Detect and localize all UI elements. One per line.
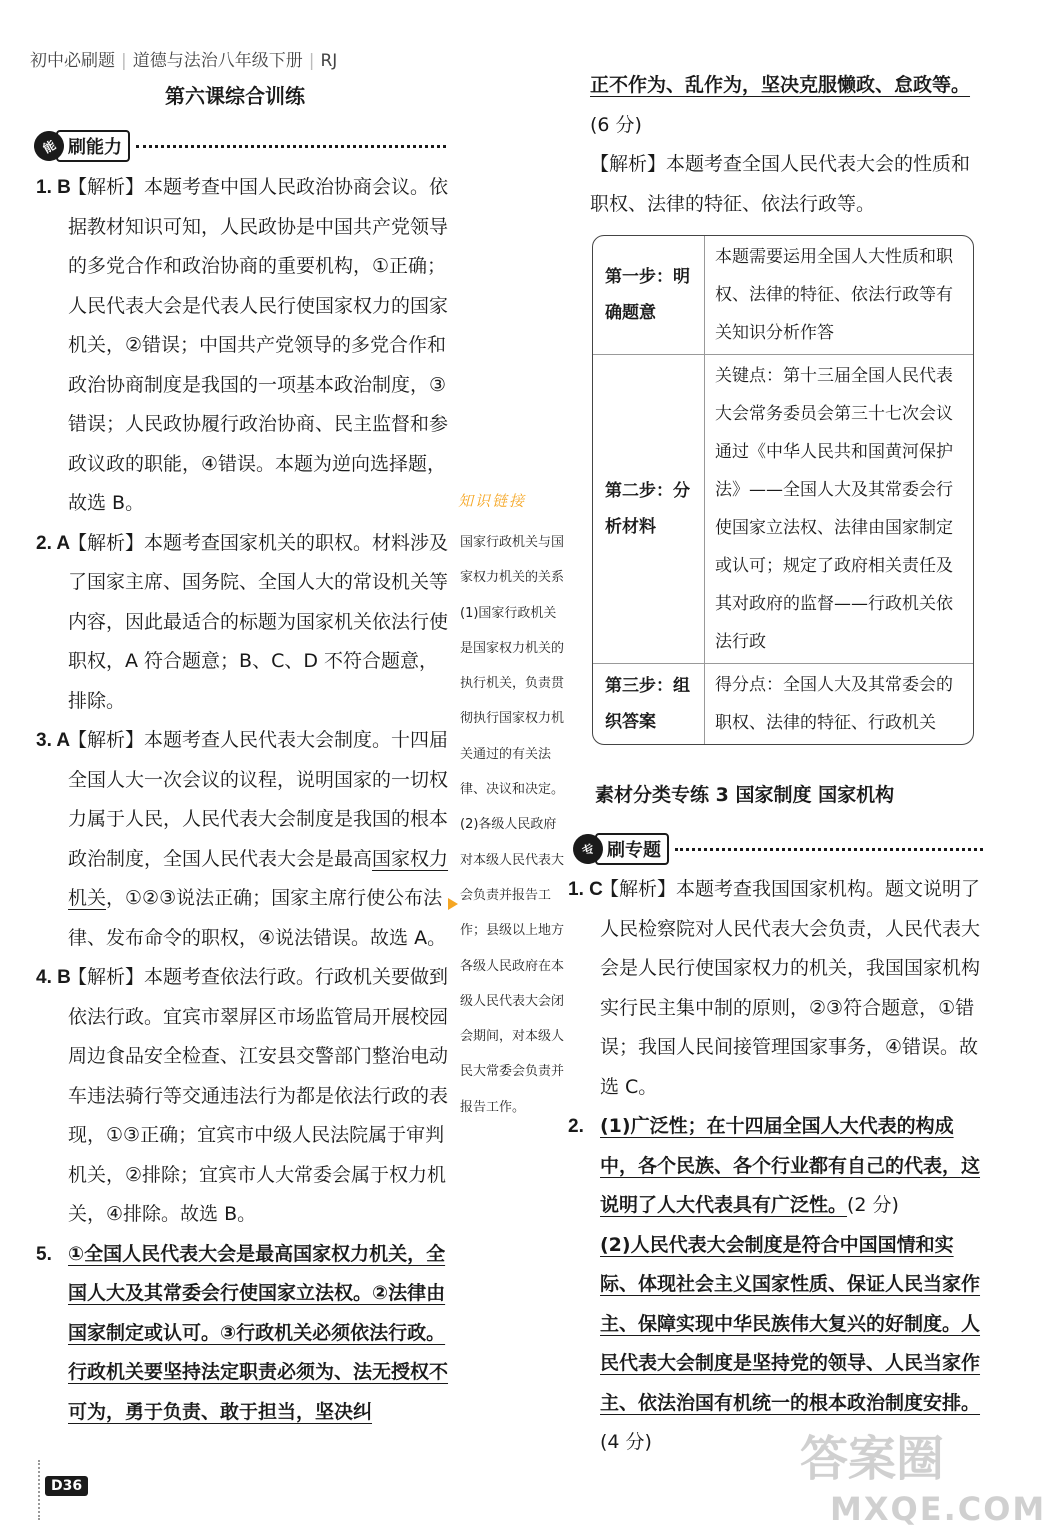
- knowledge-link-title: 知识链接: [458, 492, 527, 510]
- score-label: (2 分): [847, 1194, 899, 1216]
- answer-continuation: 正不作为、乱作为，坚决克服懒政、怠政等。: [590, 74, 971, 96]
- answer-text: 【解析】本题考查中国人民政治协商会议。依据教材知识可知，人民政协是中国共产党领导的多党合作和政治协商的重要机构，①正确；人民代表大会是代表人民行使国家权力的国家机关，②错误；中国共产党领导的多党合作和政治协商制度是我国的一项基本政治制度，③错误；人民政协履行政治协商、民主监督和参政议政的职能，④错误。本题为逆向选择题，故选 B。: [68, 176, 449, 514]
- answer-text: 【解析】本题考查依法行政。行政机关要做到依法行政。宜宾市翠屏区市场监管局开展校园周边食品安全检查、江安县交警部门整治电动车违法骑行等交通违法行为都是依法行政的表现，①③正确；宜宾市中级人民法院属于审判机关，②排除；宜宾市人大常委会属于权力机关，④排除。故选 B。: [68, 966, 449, 1225]
- answer-part-1: (1)广泛性；在十四届全国人大代表的构成中，各个民族、各个行业都有自己的代表，这说明了人大代表具有广泛性。: [600, 1115, 981, 1216]
- answer-number: 1. B: [36, 177, 71, 198]
- badge-dotted-line: [136, 145, 446, 148]
- answer-text: 【解析】本题考查人民代表大会制度。十四届全国人大一次会议的议程，说明国家的一切权力属于人民，人民代表大会制度是我国的根本政治制度，全国人民代表大会是最高: [68, 729, 449, 870]
- page-title: 第六课综合训练: [165, 84, 305, 108]
- section-title: 素材分类专练 3 国家制度 国家机构: [595, 784, 895, 806]
- answer-number: 5.: [36, 1243, 52, 1265]
- answer-number: 1. C: [568, 879, 603, 900]
- ability-badge-icon: 能: [29, 126, 70, 167]
- topic-badge-icon: 专: [568, 829, 609, 870]
- right-column: [568, 870, 986, 1463]
- answer-number: 2. A: [36, 532, 71, 554]
- table-row: [593, 664, 973, 745]
- score-label: (4 分): [600, 1431, 652, 1453]
- table-row: [593, 236, 973, 355]
- steps-table: [592, 235, 974, 745]
- answer-number: 3. A: [36, 730, 71, 751]
- answer-item: [36, 958, 450, 1235]
- step-description: 得分点：全国人大及其常委会的职权、法律的特征、行政机关: [715, 675, 953, 733]
- answer-text: ①全国人民代表大会是最高国家权力机关，全国人大及其常委会行使国家立法权。②法律由国家制定或认可。③行政机关必须依法行政。行政机关要坚持法定职责必须为、法无授权不可为，勇于负责、敢于担当，坚决纠: [68, 1242, 449, 1423]
- answer-number: 4. B: [36, 967, 71, 988]
- right-top-block: [590, 66, 985, 224]
- underlined-term: 国家权力机关: [68, 847, 449, 909]
- answer-part-2: (2)人民代表大会制度是符合中国国情和实际、体现社会主义国家性质、保证人民当家作主、保障实现中华民族伟大复兴的好制度。人民代表大会制度是坚持党的领导、人民当家作主、依法治国有机统一的根本政治制度安排。: [600, 1233, 981, 1414]
- answer-number: 2.: [568, 1116, 584, 1137]
- header-series: 初中必刷题: [30, 51, 115, 71]
- answer-text: 【解析】本题考查国家机关的职权。材料涉及了国家主席、国务院、全国人大的常设机关等内容，因此最适合的标题为国家机关依法行使职权，A 符合题意；B、C、D 不符合题意，排除。: [68, 531, 449, 712]
- section-badge-topic: [573, 833, 983, 865]
- watermark-logo: 答案圈: [800, 1431, 945, 1487]
- answer-item: [568, 870, 986, 1107]
- header-edition: RJ: [320, 51, 338, 71]
- step-description: 关键点：第十三届全国人民代表大会常务委员会第三十七次会议通过《中华人民共和国黄河保护法》——全国人大及其常委会行使国家立法权、法律由国家制定或认可；规定了政府相关责任及其对政府的监督——行政机关依法行政: [705, 355, 974, 664]
- header-subject: 道德与法治八年级下册: [132, 51, 303, 71]
- score-label: (6 分): [590, 113, 642, 136]
- watermark-url: MXQE.COM: [830, 1490, 1046, 1528]
- answer-item: [36, 1235, 450, 1433]
- step-label: 第二步：分析材料: [593, 355, 705, 664]
- step-label: 第一步：明确题意: [593, 236, 705, 355]
- page-number: D36: [45, 1476, 88, 1496]
- answer-item: [568, 1107, 986, 1463]
- step-label: 第三步：组织答案: [593, 664, 705, 745]
- section-badge-ability: [34, 130, 446, 162]
- left-column: [36, 168, 450, 1432]
- step-description: 本题需要运用全国人大性质和职权、法律的特征、依法行政等有关知识分析作答: [705, 236, 974, 355]
- answer-item: [36, 168, 450, 524]
- answer-item: [36, 524, 450, 722]
- badge-dotted-line: [675, 848, 983, 851]
- page-number-dots: [38, 1460, 44, 1520]
- answer-item: [36, 721, 450, 958]
- running-header: 初中必刷题 | 道德与法治八年级下册 | RJ: [30, 51, 338, 71]
- answer-text: ，①②③说法正确；国家主席行使公布法律、发布命令的职权，④说法错误。故选 A。: [68, 887, 447, 949]
- topic-badge-label: 刷专题: [595, 833, 669, 865]
- ability-badge-label: 刷能力: [56, 130, 130, 162]
- answer-text: 【解析】本题考查我国国家机构。题文说明了人民检察院对人民代表大会负责，人民代表大会是人民行使国家权力的机关，我国国家机构实行民主集中制的原则，②③符合题意，①错误；我国人民间接管理国家事务，④错误。故选 C。: [600, 878, 981, 1098]
- table-row: [593, 355, 973, 664]
- pointer-arrow-icon: [448, 898, 458, 910]
- analysis-text: 【解析】本题考查全国人民代表大会的性质和职权、法律的特征、依法行政等。: [590, 153, 971, 215]
- knowledge-link-text: 国家行政机关与国家权力机关的关系 (1)国家行政机关是国家权力机关的执行机关，负责贯彻执行国家权力机关通过的有关法律、决议和决定。(2)各级人民政府对本级人民代表大会负责并报告工作；县级以上地方各级人民政府在本级人民代表大会闭会期间，对本级人民大常委会负责并报告工作。: [460, 535, 565, 1115]
